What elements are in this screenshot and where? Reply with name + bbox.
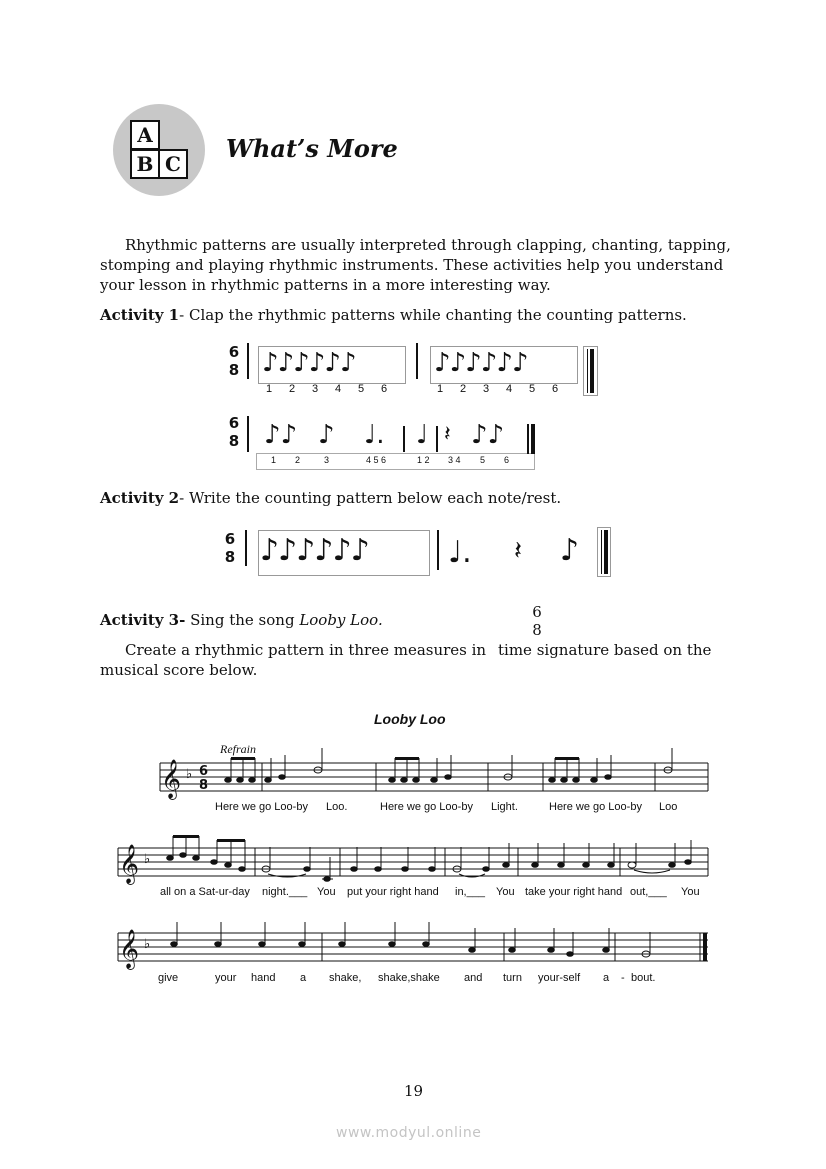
count-3: 3 <box>324 455 330 465</box>
count-2: 2 <box>295 455 301 465</box>
lyric: - <box>621 972 625 984</box>
lyric: You <box>681 886 700 898</box>
block-a: A <box>130 120 160 150</box>
count-5: 5 <box>480 455 486 465</box>
lyric: Loo <box>659 801 678 813</box>
activity3-text: Sing the song <box>185 611 300 629</box>
lyric: take your right hand <box>525 886 623 898</box>
dotted-quarter-note: ♩. <box>448 535 472 570</box>
count-456: 4 5 6 <box>366 455 387 465</box>
lyric: a <box>603 972 610 984</box>
lyric: night.___ <box>262 886 308 898</box>
lyric: out,___ <box>630 886 667 898</box>
count-4: 4 <box>335 383 342 395</box>
time-signature: 6 8 <box>228 343 240 379</box>
count-6: 6 <box>381 383 388 395</box>
page-title: What’s More <box>226 134 398 163</box>
time-signature: 6 8 <box>224 530 236 566</box>
activity2-text: - Write the counting pattern below each note/rest. <box>179 489 562 507</box>
treble-clef: 𝄞 <box>161 759 182 799</box>
lyric: Here we go Loo-by <box>380 801 473 813</box>
eighth-notes: ♪♪ <box>471 420 505 450</box>
count-2: 2 <box>289 383 296 395</box>
activity1-label: Activity 1 <box>100 306 180 324</box>
lyric: hand <box>251 972 276 984</box>
activity1-text: - Clap the rhythmic patterns while chanting the counting patterns. <box>179 306 687 324</box>
activity3-line-a: Create a rhythmic pattern in three measures in <box>125 641 487 659</box>
count-1: 1 <box>266 383 273 395</box>
quarter-rest: 𝄽 <box>444 422 451 447</box>
lyric: your <box>215 972 237 984</box>
inline-time-signature: 6 8 <box>532 603 542 639</box>
count-1: 1 <box>271 455 277 465</box>
page-number: 19 <box>404 1082 424 1100</box>
count-3: 3 <box>312 383 319 395</box>
time-sig-bottom: 8 <box>199 778 209 793</box>
count-5: 5 <box>358 383 365 395</box>
count-5: 5 <box>529 383 536 395</box>
flat-sign: ♭ <box>186 767 193 782</box>
lyric: bout. <box>631 972 656 984</box>
lyric: give <box>158 972 179 984</box>
lyric: all on a Sat-ur-day <box>160 886 250 898</box>
block-b: B <box>130 149 160 179</box>
lyric: shake,shake <box>378 972 440 984</box>
intro-line-3: your lesson in rhythmic patterns in a more interesting way. <box>100 276 551 294</box>
eighth-notes-group: ♪♪♪♪♪♪ <box>260 533 369 568</box>
dotted-quarter-note: ♩. <box>364 420 385 450</box>
lyric: and <box>464 972 483 984</box>
block-c: C <box>158 149 188 179</box>
eighth-notes: ♪♪ <box>264 420 298 450</box>
lyric: Loo. <box>326 801 348 813</box>
lyric: in,___ <box>455 886 485 898</box>
count-12: 1 2 <box>417 455 430 465</box>
quarter-rest: 𝄽 <box>514 536 522 566</box>
refrain-label: Refrain <box>220 742 256 756</box>
flat-sign: ♭ <box>144 852 151 867</box>
watermark: www.modyul.online <box>336 1125 482 1141</box>
eighth-note: ♪ <box>318 420 335 450</box>
count-2: 2 <box>460 383 467 395</box>
staff3-notes <box>170 941 650 957</box>
count-1: 1 <box>437 383 444 395</box>
lyric: You <box>317 886 336 898</box>
time-sig-top: 6 <box>199 764 209 779</box>
eighth-notes-group-1: ♪♪♪♪♪♪ <box>262 348 356 378</box>
activity3-label: Activity 3- <box>100 611 186 629</box>
lyric: shake, <box>329 972 362 984</box>
quarter-note: ♩ <box>416 420 429 450</box>
lyric: Light. <box>491 801 518 813</box>
staff1-notes <box>224 767 672 783</box>
lyric: a <box>300 972 307 984</box>
time-signature: 6 8 <box>228 414 240 450</box>
song-title: Looby Loo. <box>299 611 383 629</box>
activity3-line-b: time signature based on the <box>498 641 712 659</box>
treble-clef: 𝄞 <box>119 929 140 969</box>
flat-sign: ♭ <box>144 937 151 952</box>
count-6: 6 <box>552 383 559 395</box>
lyric: put your right hand <box>347 886 439 898</box>
lyric: your-self <box>538 972 581 984</box>
lyric: You <box>496 886 515 898</box>
intro-line-2: stomping and playing rhythmic instruments. These activities help you understand <box>100 256 724 274</box>
activity2-label: Activity 2 <box>100 489 180 507</box>
score-title: Looby Loo <box>374 711 446 727</box>
intro-line-1: Rhythmic patterns are usually interpreted through clapping, chanting, tapping, <box>125 236 731 254</box>
count-6: 6 <box>504 455 510 465</box>
lyric: turn <box>503 972 522 984</box>
count-3: 3 <box>483 383 490 395</box>
count-4: 4 <box>506 383 513 395</box>
lyric: Here we go Loo-by <box>549 801 642 813</box>
count-34: 3 4 <box>448 455 461 465</box>
eighth-notes-group-2: ♪♪♪♪♪♪ <box>434 348 528 378</box>
lyric: Here we go Loo-by <box>215 801 308 813</box>
treble-clef: 𝄞 <box>119 844 140 884</box>
eighth-note: ♪ <box>560 533 580 568</box>
activity3-line-c: musical score below. <box>100 661 258 679</box>
